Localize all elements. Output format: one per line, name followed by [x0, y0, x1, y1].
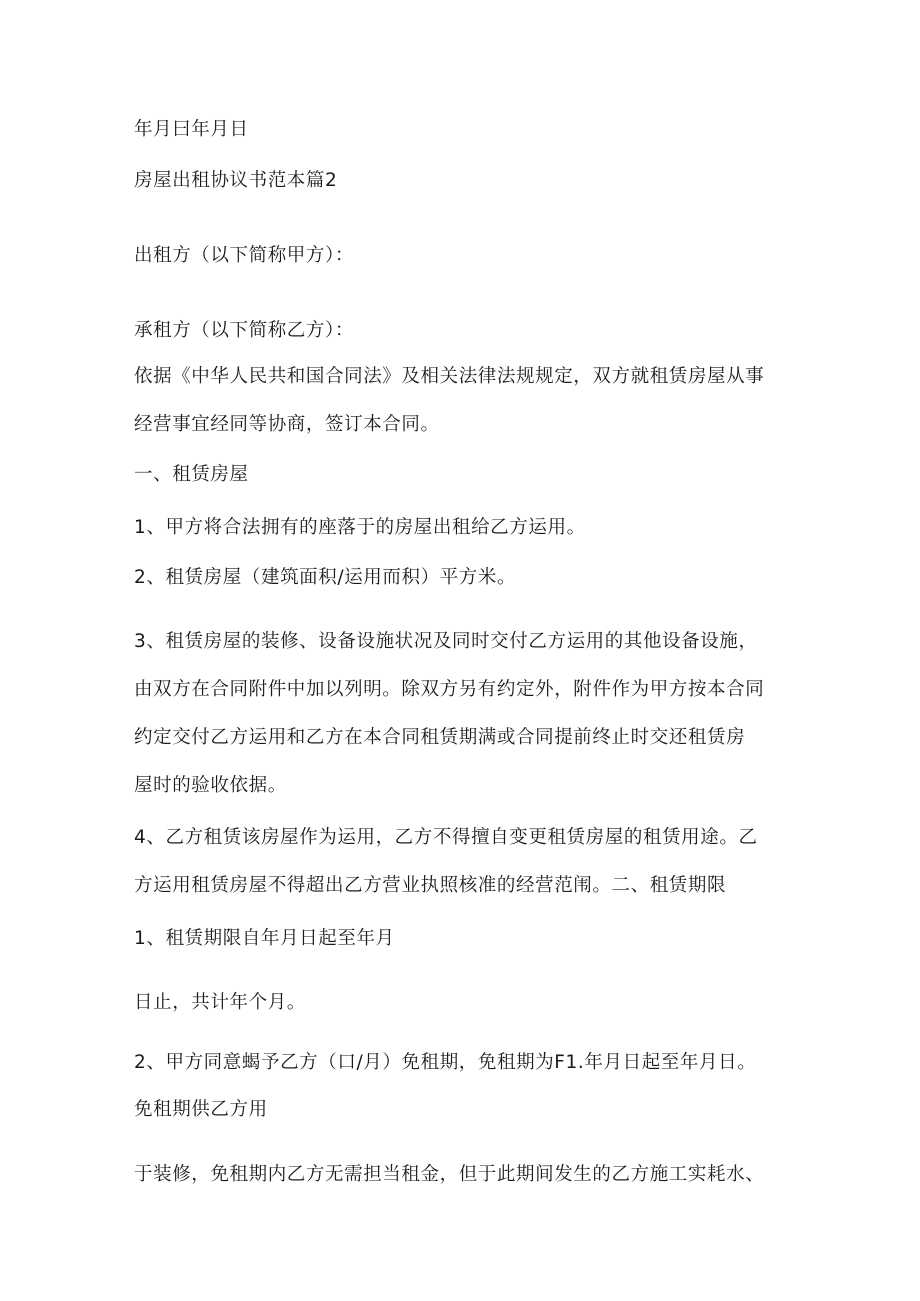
clause-line: 1、甲方将合法拥有的座落于的房屋出租给乙方运用。	[134, 517, 586, 538]
date-line: 年月曰年月日	[134, 119, 249, 140]
clause-line: 2、甲方同意蝎予乙方（口/月）免租期，免租期为F1.年月日起至年月日。	[134, 1052, 757, 1073]
clause-line: 屋时的验收依据。	[134, 775, 287, 796]
clause-line: 约定交付乙方运用和乙方在本合同租赁期满或合同提前终止时交还租赁房	[134, 727, 746, 748]
clause-line: 4、乙方租赁该房屋作为运用，乙方不得擅自变更租赁房屋的租赁用途。乙	[134, 827, 758, 848]
paragraph-line: 经营事宜经同等协商，签订本合同。	[134, 414, 440, 435]
clause-line: 日止，共计年个月。	[134, 992, 306, 1013]
clause-line: 1、租赁期限自年月日起至年月	[134, 928, 395, 949]
clause-line: 方运用租赁房屋不得超出乙方营业执照核准的经营范闱。二、租赁期限	[134, 875, 727, 896]
clause-line: 3、租赁房屋的装修、设备设施状况及同时交付乙方运用的其他设备设施，	[134, 631, 758, 652]
lessor-line: 出租方（以下简称甲方）：	[134, 245, 354, 266]
clause-line: 2、租赁房屋（建筑面积/运用而积）平方米。	[134, 567, 517, 588]
lessee-line: 承租方（以下简称乙方）：	[134, 320, 354, 341]
document-title: 房屋出租协议书范本篇2	[134, 170, 338, 191]
clause-line: 于装修，免租期内乙方无需担当租金，但于此期间发生的乙方施工实耗水、	[134, 1164, 765, 1185]
clause-line: 免租期供乙方用	[134, 1099, 268, 1120]
section-heading: 一、租赁房屋	[134, 464, 249, 485]
clause-line: 由双方在合同附件中加以列明。除双方另有约定外，附件作为甲方按本合同	[134, 679, 765, 700]
paragraph-line: 依据《中华人民共和国合同法》及相关法律法规规定，双方就租赁房屋从事	[134, 366, 765, 387]
